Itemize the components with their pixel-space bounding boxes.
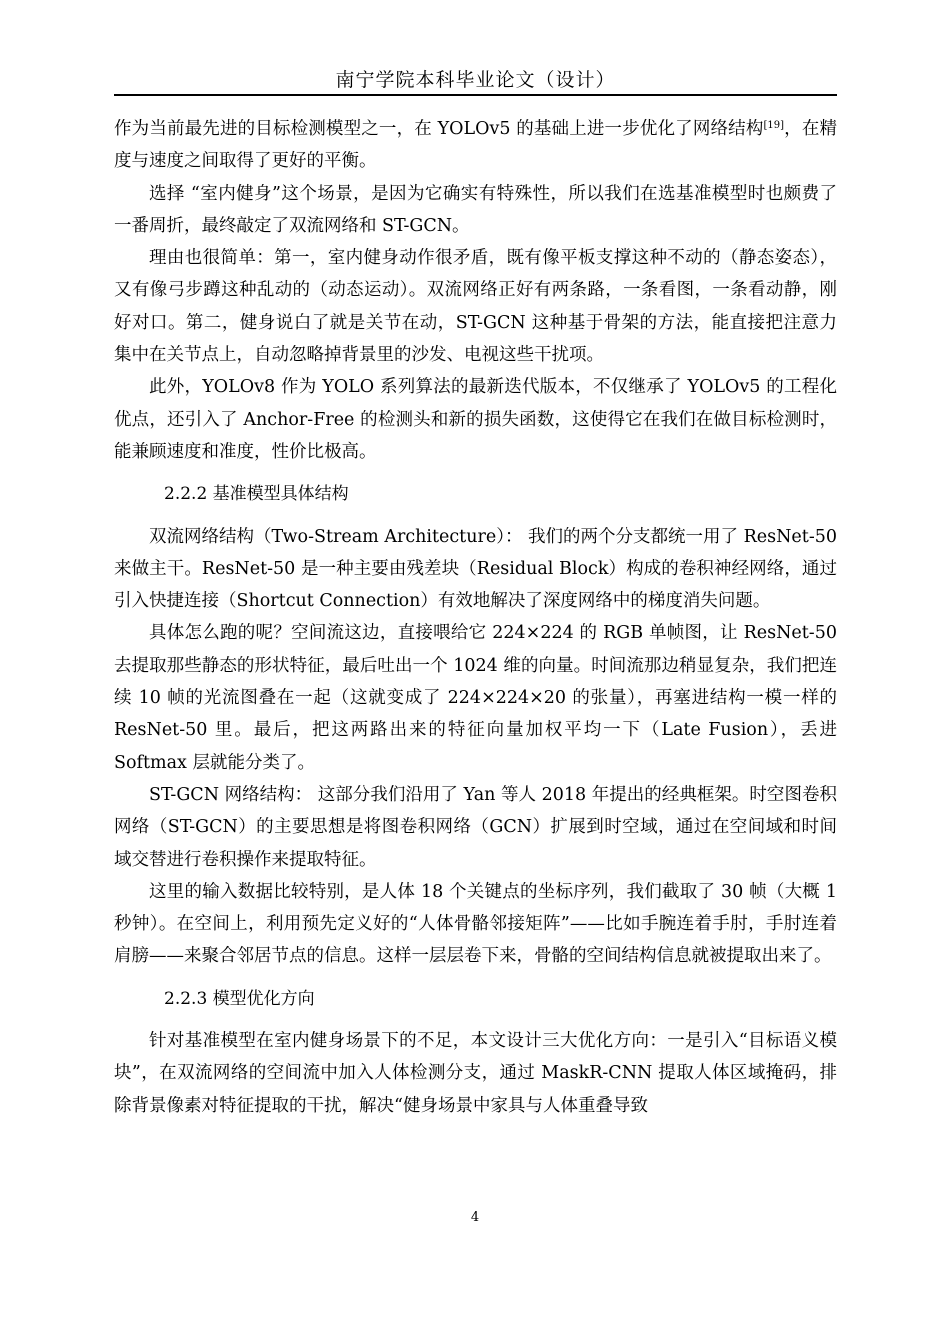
page-number: 4 (470, 1210, 480, 1225)
paragraph-9: 针对基准模型在室内健身场景下的不足，本文设计三大优化方向：一是引入“目标语义模块”，在双流网络的空间流中加入人体检测分支，通过 MaskR-CNN 提取人体区域掩码，排除背景像素对特征提取的干扰，解决“健身场景中家具与人体重叠导致 (114, 1031, 837, 1116)
paragraph-1: 作为当前最先进的目标检测模型之一，在 YOLOv5 的基础上进一步优化了网络结构[19]，在精度与速度之间取得了更好的平衡。 (114, 119, 837, 172)
document-body (114, 113, 837, 1122)
paragraph-5: 双流网络结构（Two-Stream Architecture）： 我们的两个分支都统一用了 ResNet-50 来做主干。ResNet-50 是一种主要由残差块（Residual Block）构成的卷积神经网络，通过引入快捷连接（Shortcut Connection）有效地解决了深度网络中的梯度消失问题。 (114, 526, 837, 612)
paragraph-8: 这里的输入数据比较特别，是人体 18 个关键点的坐标序列，我们截取了 30 帧（大概 1 秒钟）。在空间上，利用预先定义好的“人体骨骼邻接矩阵”——比如手腕连着手肘，手肘连着肩膀——来聚合邻居节点的信息。这样一层层卷下来，骨骼的空间结构信息就被提取出来了。 (114, 881, 837, 967)
paragraph-4: 此外，YOLOv8 作为 YOLO 系列算法的最新迭代版本，不仅继承了 YOLOv5 的工程化优点，还引入了 Anchor-Free 的检测头和新的损失函数，这使得它在我们在做目标检测时，能兼顾速度和准度，性价比极高。 (114, 377, 837, 462)
citation-ref: [19] (763, 120, 785, 131)
paragraph-3: 理由也很简单：第一，室内健身动作很矛盾，既有像平板支撑这种不动的（静态姿态），又有像弓步蹲这种乱动的（动态运动）。双流网络正好有两条路，一条看图，一条看动静，刚好对口。第二，健身说白了就是关节在动，ST-GCN 这种基于骨架的方法，能直接把注意力集中在关节点上，自动忽略掉背景里的沙发、电视这些干扰项。 (114, 248, 837, 366)
header-title: 南宁学院本科毕业论文（设计） (335, 69, 616, 91)
section-heading-2-2-3: 2.2.3 模型优化方向 (164, 988, 315, 1009)
paragraph-7: ST-GCN 网络结构： 这部分我们沿用了 Yan 等人 2018 年提出的经典框架。时空图卷积网络（ST-GCN）的主要思想是将图卷积网络（GCN）扩展到时空域，通过在空间域和时间域交替进行卷积操作来提取特征。 (114, 784, 837, 870)
paragraph-2: 选择 “室内健身”这个场景，是因为它确实有特殊性，所以我们在选基准模型时也颇费了一番周折，最终敲定了双流网络和 ST-GCN。 (114, 183, 837, 236)
section-heading-2-2-2: 2.2.2 基准模型具体结构 (164, 484, 349, 505)
paragraph-6: 具体怎么跑的呢？空间流这边，直接喂给它 224×224 的 RGB 单帧图，让 ResNet-50 去提取那些静态的形状特征，最后吐出一个 1024 维的向量。时间流那边稍显复杂，我们把连续 10 帧的光流图叠在一起（这就变成了 224×224×20 的张量），再塞进结构一模一样的 ResNet-50 里。最后，把这两路出来的特征向量加权平均一下（Late Fusion），丢进 Softmax 层就能分类了。 (114, 623, 837, 773)
page-header (114, 66, 837, 96)
